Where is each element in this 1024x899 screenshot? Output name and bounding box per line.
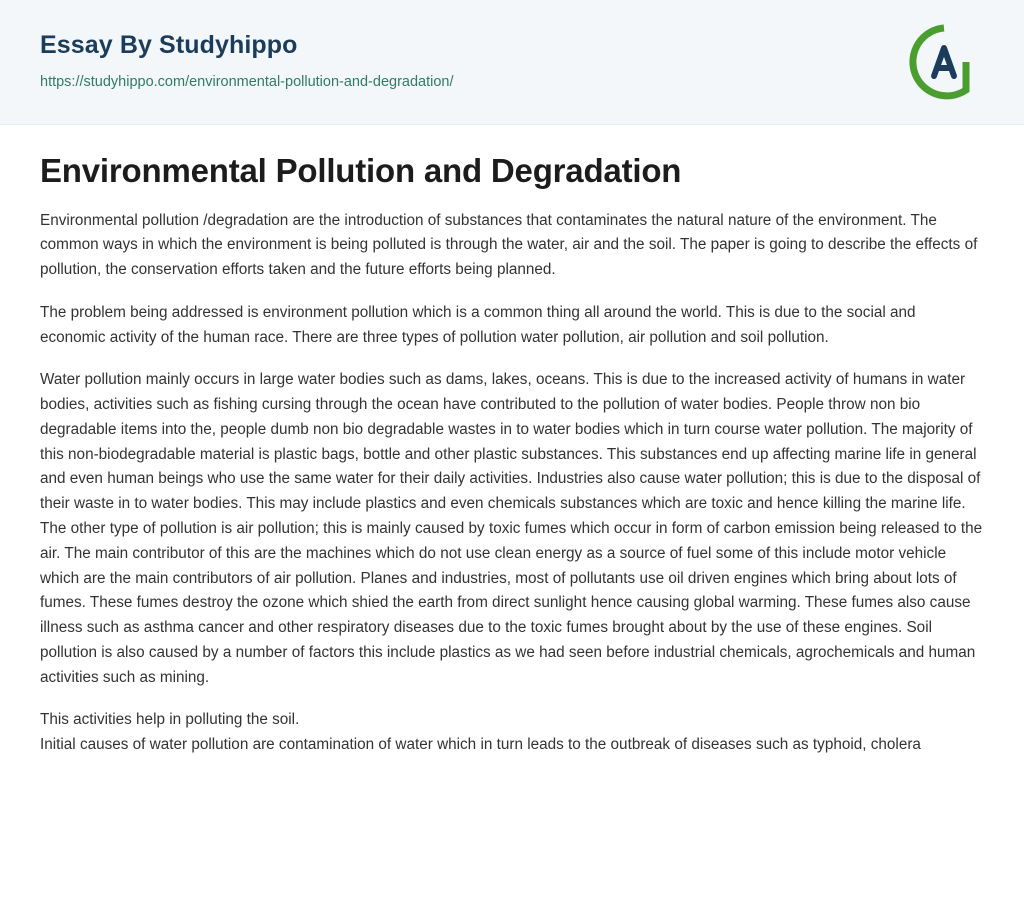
letter-a-circle-logo-icon <box>904 22 984 102</box>
closing-line-1: This activities help in polluting the soil. <box>40 711 300 729</box>
closing-block <box>40 708 984 758</box>
source-url-link[interactable]: https://studyhippo.com/environmental-pollution-and-degradation/ <box>40 74 454 90</box>
paragraph-2: The problem being addressed is environment pollution which is a common thing all around the world. This is due to the social and economic activity of the human race. There are three types of pollution water pollution, air pollution and soil pollution. <box>40 303 916 346</box>
paragraph-3: Water pollution mainly occurs in large water bodies such as dams, lakes, oceans. This is due to the increased activity of humans in water bodies, activities such as fishing cursing through the ocean have contributed to the pollution of water bodies. People throw non bio degradable items into the, people dumb non bio degradable wastes in to water bodies which in turn course water pollution. The majority of this non-biodegradable material is plastic bags, bottle and other plastic substances. This substances end up affecting marine life in general and even human beings who use the same water for their daily activities. Industries also cause water pollution; this is due to the disposal of their waste in to water bodies. This may include plastics and even chemicals substances which are toxic and hence killing the marine life. The other type of pollution is air pollution; this is mainly caused by toxic fumes which occur in form of carbon emission being released to the air. The main contributor of this are the machines which do not use clean energy as a source of fuel some of this include motor vehicle which are the main contributors of air pollution. Planes and industries, most of pollutants use oil driven engines which bring about lots of fumes. These fumes destroy the ozone which shied the earth from direct sunlight hence causing global warming. These fumes also cause illness such as asthma cancer and other respiratory diseases due to the toxic fumes brought about by the use of these engines. Soil pollution is also caused by a number of factors this include plastics as we had seen before industrial chemicals, agrochemicals and human activities such as mining. <box>40 371 983 686</box>
paragraph-1: Environmental pollution /degradation are the introduction of substances that contaminates the natural nature of the environment. The common ways in which the environment is being polluted is through the water, air and the soil. The paper is going to describe the effects of pollution, the conservation efforts taken and the future efforts being planned. <box>40 211 978 279</box>
page-title: Environmental Pollution and Degradation <box>40 152 682 189</box>
brand-title: Essay By Studyhippo <box>40 31 298 59</box>
page-header <box>0 0 1024 125</box>
closing-line-2: Initial causes of water pollution are contamination of water which in turn leads to the outbreak of diseases such as typhoid, cholera <box>40 736 921 754</box>
document-body <box>0 125 1024 758</box>
